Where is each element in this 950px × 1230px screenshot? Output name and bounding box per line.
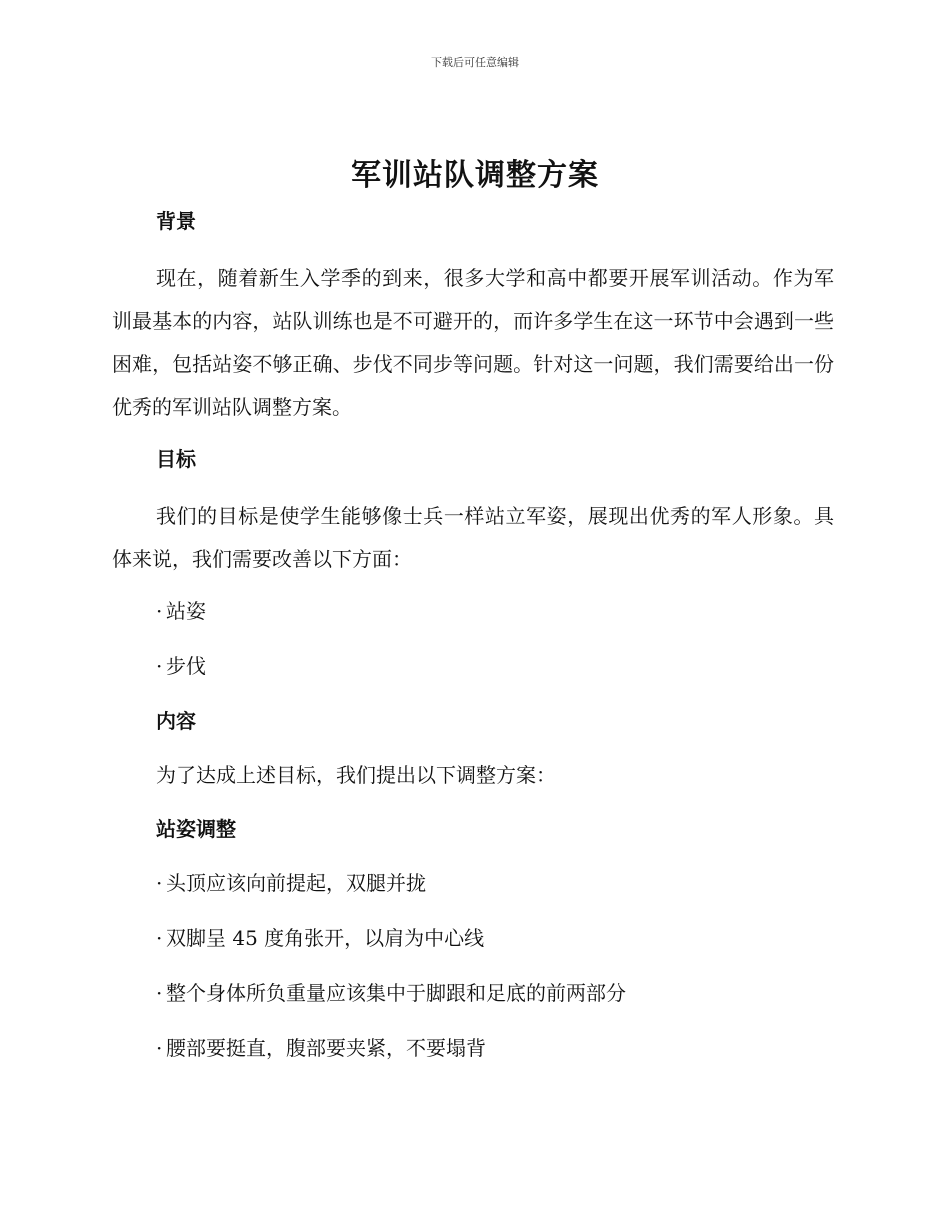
section-heading-posture: 站姿调整	[156, 817, 236, 841]
bullet-marker: ·	[156, 1036, 163, 1060]
list-item	[112, 920, 834, 956]
bullet-marker: ·	[156, 926, 163, 950]
list-item	[112, 648, 834, 684]
list-item	[112, 865, 834, 901]
header-note: 下载后可任意编辑	[431, 56, 519, 69]
list-item-text: 腰部要挺直，腹部要夹紧，不要塌背	[166, 1036, 486, 1060]
section-heading-background: 背景	[156, 209, 196, 233]
content-paragraph: 为了达成上述目标，我们提出以下调整方案：	[156, 763, 556, 787]
list-item-text: 步伐	[166, 654, 206, 678]
list-item	[112, 975, 834, 1011]
bullet-marker: ·	[156, 599, 163, 623]
list-item-text: 头顶应该向前提起，双腿并拢	[166, 871, 426, 895]
document-title: 军训站队调整方案	[351, 158, 599, 193]
bullet-marker: ·	[156, 871, 163, 895]
list-item-text: 双脚呈 45 度角张开，以肩为中心线	[166, 926, 485, 950]
list-item-text: 整个身体所负重量应该集中于脚跟和足底的前两部分	[166, 981, 626, 1005]
bullet-marker: ·	[156, 654, 163, 678]
section-heading-content: 内容	[156, 709, 196, 733]
section-heading-goal: 目标	[156, 447, 196, 471]
document-body	[112, 203, 834, 1085]
bullet-marker: ·	[156, 981, 163, 1005]
list-item	[112, 593, 834, 629]
list-item	[112, 1030, 834, 1066]
list-item-text: 站姿	[166, 599, 206, 623]
background-paragraph: 现在，随着新生入学季的到来，很多大学和高中都要开展军训活动。作为军训最基本的内容，站队训练也是不可避开的，而许多学生在这一环节中会遇到一些困难，包括站姿不够正确、步伐不同步等问题。针对这一问题，我们需要给出一份优秀的军训站队调整方案。	[112, 266, 834, 419]
goal-paragraph: 我们的目标是使学生能够像士兵一样站立军姿，展现出优秀的军人形象。具体来说，我们需要改善以下方面：	[112, 504, 834, 571]
